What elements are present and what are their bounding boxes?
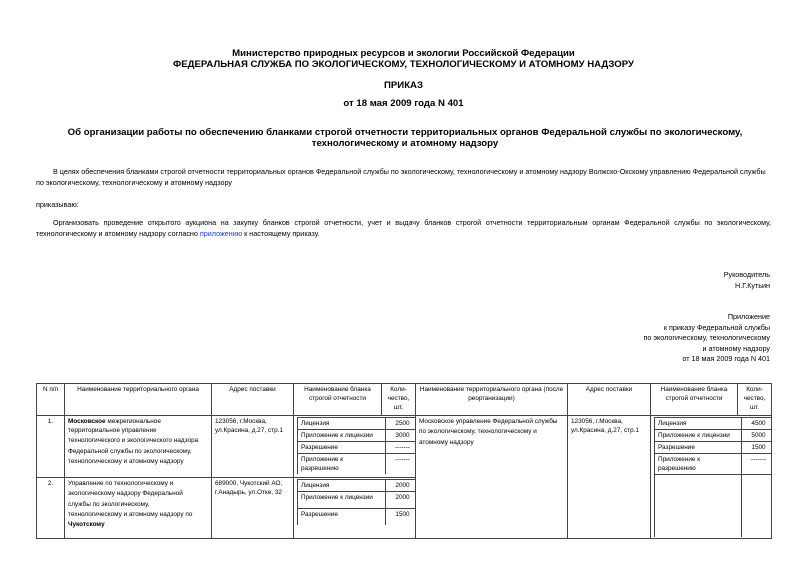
header-service: ФЕДЕРАЛЬНАЯ СЛУЖБА ПО ЭКОЛОГИЧЕСКОМУ, ТЕХНОЛОГИЧЕСКОМУ И АТОМНОМУ НАДЗОРУ: [173, 59, 634, 70]
address-cell: 689000, Чукотский АО, г.Анадырь, ул.Отке, 32: [212, 478, 294, 539]
appendix-link[interactable]: приложению: [199, 229, 243, 238]
org-bold: Чукотскому: [68, 521, 105, 529]
doc-type: ПРИКАЗ: [384, 80, 423, 91]
signature-name: Н.Г.Кутьин: [735, 280, 770, 290]
org-bold: Московское: [68, 418, 106, 425]
order-item-text: Организовать проведение открытого аукциона на закупку бланков строгой отчетности, учет и выдачу бланков строгой отчетности территориальным органам Федеральной службы по экологическому, технологическому и атомному надзору согласно: [36, 218, 771, 238]
form-name: Приложение к лицензии: [655, 430, 742, 442]
appendix-line: Приложение: [727, 312, 770, 321]
col-header-qty: Коли-чество, шт.: [382, 384, 416, 416]
form-name: Разрешение: [655, 442, 742, 454]
org-line: технологического и экологического надзора: [68, 437, 199, 445]
form-name: Приложение к лицензии: [298, 430, 386, 442]
col-header-num: N п/п: [37, 384, 65, 416]
doc-date: от 18 мая 2009 года N 401: [343, 98, 464, 109]
signature-block: [724, 270, 770, 291]
org-text: межрегиональное территориальное управление: [68, 418, 161, 434]
form-name: Приложение к разрешению: [298, 454, 386, 475]
col-header-org: Наименование территориального органа: [65, 384, 212, 416]
org-line: технологическому и атомному надзору по: [68, 510, 193, 518]
col-header-new-qty: Коли-чество, шт.: [738, 384, 772, 416]
org-line: Управление по технологическому и: [68, 480, 174, 487]
new-address-cell: 123056, г.Москва, ул.Красина, д.27, стр.1: [568, 416, 651, 539]
org-line: экологическому надзору Федеральной: [68, 490, 183, 498]
col-header-new-org: Наименование территориального органа (после реорганизации): [416, 384, 568, 416]
form-qty: 1500: [386, 509, 416, 526]
col-header-address: Адрес поставки: [212, 384, 294, 416]
table-header-row: [37, 384, 772, 416]
form-qty: 1500: [742, 442, 772, 454]
row-num: 2.: [37, 478, 65, 539]
form-name: Лицензия: [298, 418, 386, 430]
org-line: Федеральной службы по экологическому,: [68, 447, 192, 455]
appendix-heading: [643, 312, 770, 365]
form-qty: -------: [386, 442, 416, 454]
form-name: Разрешение: [298, 442, 386, 454]
table-row: [37, 416, 772, 478]
order-item: [36, 217, 771, 239]
intro-paragraph: В целях обеспечения бланками строгой отчетности территориальных органов Федеральной службы по экологическому, технологическому и атомному надзору Волжско-Окскому управлению Федеральной службы по экологическому, технологическому и атомному надзору: [36, 167, 766, 187]
order-word: приказываю:: [36, 200, 79, 209]
new-org-line: атомному надзору: [419, 438, 474, 446]
col-header-new-address: Адрес поставки: [568, 384, 651, 416]
form-qty: 4500: [742, 418, 772, 430]
forms-cell: [294, 478, 416, 539]
new-org-line: Московское управление Федеральной службы: [419, 418, 558, 425]
forms-cell: [294, 416, 416, 478]
form-qty: 5000: [742, 430, 772, 442]
header-ministry: Министерство природных ресурсов и экологии Российской Федерации: [232, 48, 575, 59]
form-qty: -------: [386, 454, 416, 475]
form-qty: 2000: [386, 480, 416, 492]
form-qty: 2000: [386, 492, 416, 509]
doc-title: Об организации работы по обеспечению бланками строгой отчетности территориальных органов Федеральной службы по экологическому, технологическому и атомному надзору: [67, 127, 743, 149]
form-name: Лицензия: [655, 418, 742, 430]
new-org-cell: [416, 416, 568, 539]
appendix-line: по экологическому, технологическому: [643, 333, 770, 342]
appendix-line: к приказу Федеральной службы: [663, 322, 770, 332]
form-name: Приложение к разрешению: [655, 454, 742, 475]
new-org-line: по экологическому, технологическому и: [419, 428, 537, 436]
org-line: службы по экологическому,: [68, 500, 150, 508]
org-cell: [65, 478, 212, 539]
col-header-new-form: Наименование бланка строгой отчетности: [651, 384, 738, 416]
signature-position: Руководитель: [723, 270, 770, 279]
row-num: 1.: [37, 416, 65, 478]
form-qty: 2500: [386, 418, 416, 430]
org-line: технологическому и атомному надзору: [68, 457, 184, 465]
form-name: Лицензия: [298, 480, 386, 492]
col-header-form: Наименование бланка строгой отчетности: [294, 384, 382, 416]
distribution-table: [36, 383, 772, 539]
appendix-line: и атомному надзору: [702, 343, 770, 353]
form-name: Приложение к лицензии: [298, 492, 386, 509]
address-cell: 123056, г.Москва, ул.Красина, д.27, стр.1: [212, 416, 294, 478]
order-item-end: к настоящему приказу.: [242, 229, 320, 238]
form-qty: -------: [742, 454, 772, 475]
form-name: Разрешение: [298, 509, 386, 526]
form-qty: 3000: [386, 430, 416, 442]
appendix-line: от 18 мая 2009 года N 401: [682, 354, 770, 363]
org-cell: [65, 416, 212, 478]
new-forms-cell: [651, 416, 772, 539]
